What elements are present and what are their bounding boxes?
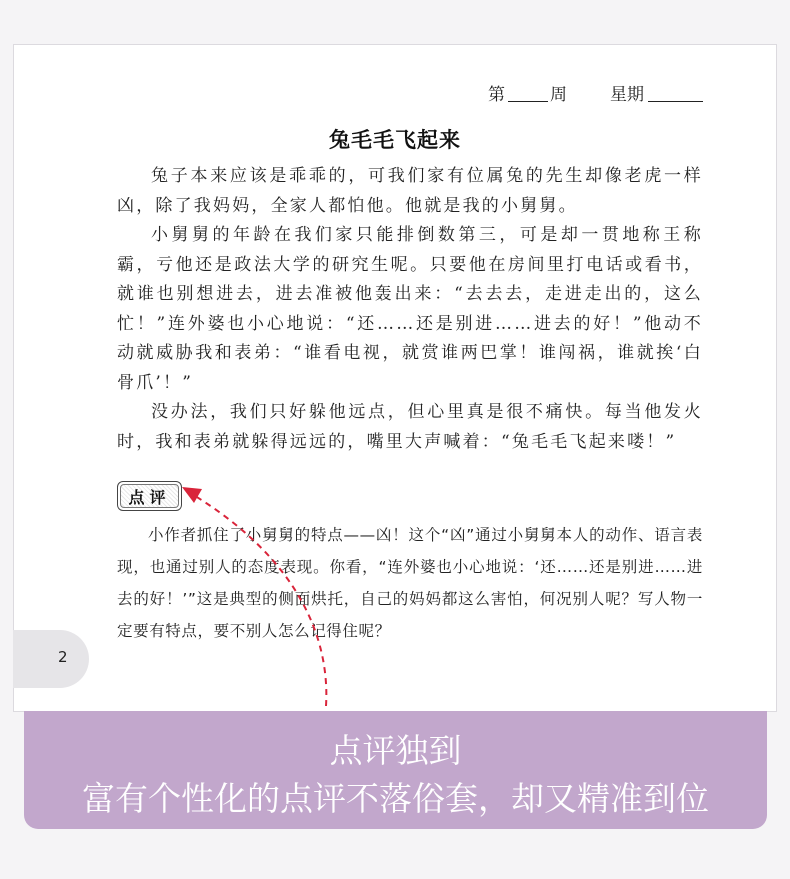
- page-number-tab: [13, 630, 89, 688]
- week-label: 第: [488, 85, 505, 105]
- feature-banner: [24, 711, 767, 829]
- week-blank: [508, 101, 548, 102]
- review-badge: [117, 481, 182, 511]
- essay-title: 兔毛毛飞起来: [329, 127, 461, 152]
- weekday-blank: [648, 101, 703, 102]
- banner-title: 点评独到: [329, 731, 462, 770]
- week-day-line: [488, 80, 703, 104]
- essay-paragraph: 没办法，我们只好躲他远点，但心里真是很不痛快。每当他发火时，我和表弟就躲得远远的，嘴里大声喊着：“兔毛毛飞起来喽！”: [117, 402, 703, 452]
- page-number: 2: [58, 648, 68, 666]
- review-text: 小作者抓住了小舅舅的特点——凶！这个“凶”通过小舅舅本人的动作、语言表现，也通过别人的态度表现。你看，“连外婆也小心地说：‘还……还是别进……进去的好！’”这是典型的侧面烘托，自己的妈妈都这么害怕，何况别人呢？写人物一定要有特点，要不别人怎么记得住呢？: [117, 526, 703, 640]
- banner-subtitle: 富有个性化的点评不落俗套，却又精准到位: [82, 779, 709, 818]
- essay-paragraph: 兔子本来应该是乖乖的，可我们家有位属兔的先生却像老虎一样凶，除了我妈妈，全家人都怕他。他就是我的小舅舅。: [117, 166, 703, 216]
- essay-body: [117, 162, 703, 457]
- week-unit: 周: [550, 85, 567, 105]
- review-badge-label: 点评: [128, 488, 171, 507]
- weekday-label: 星期: [610, 85, 644, 105]
- essay-paragraph: 小舅舅的年龄在我们家只能排倒数第三，可是却一贯地称王称霸，亏他还是政法大学的研究生呢。只要他在房间里打电话或看书，就谁也别想进去，进去准被他轰出来：“去去去，走进走出的，这么忙！”连外婆也小心地说：“还……还是别进……进去的好！”他动不动就威胁我和表弟：“谁看电视，就赏谁两巴掌！谁闯祸，谁就挨‘白骨爪’！”: [117, 225, 703, 393]
